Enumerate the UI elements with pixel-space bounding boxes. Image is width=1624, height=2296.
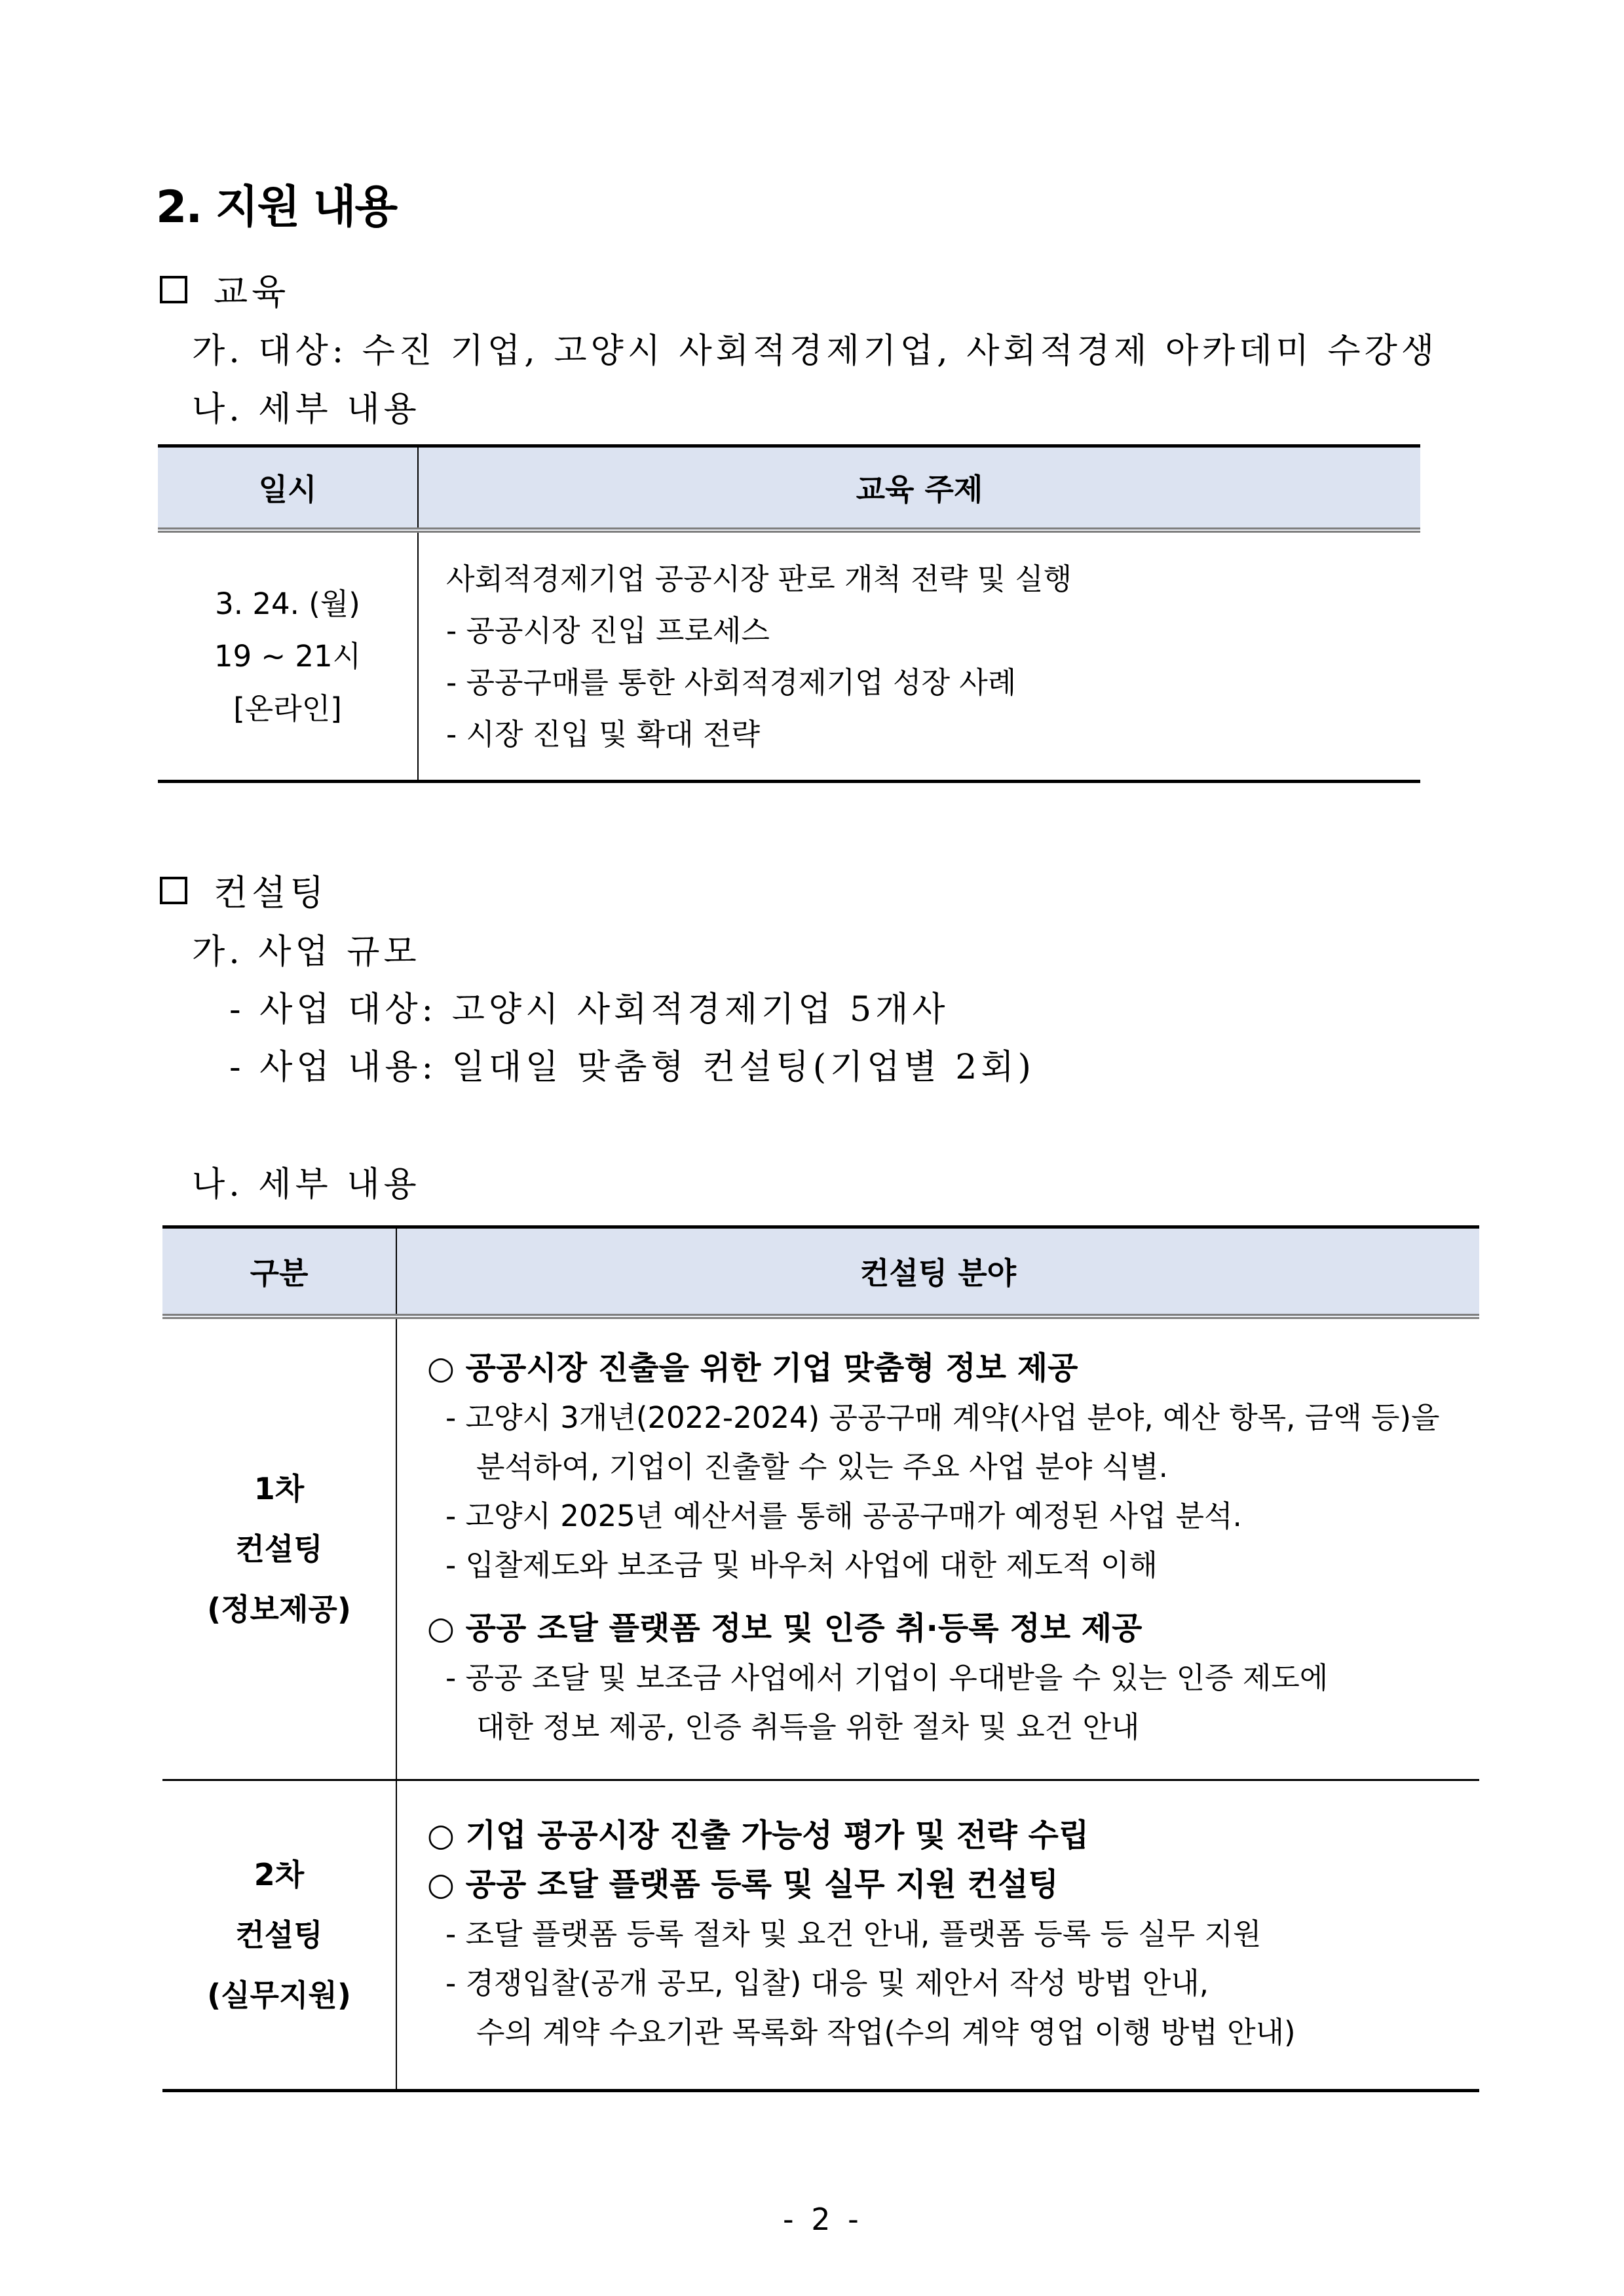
list-item: - 경쟁입찰(공개 공모, 입찰) 대응 및 제안서 작성 방법 안내, <box>445 1965 1209 2000</box>
round1-block2-title: ○ 공공 조달 플랫폼 정보 및 인증 취·등록 정보 제공 <box>427 1610 1142 1647</box>
list-item: - 공공구매를 통한 사회적경제기업 성장 사례 <box>446 664 1017 700</box>
round2-title-1: ○ 기업 공공시장 진출 가능성 평가 및 전략 수립 <box>427 1816 1089 1854</box>
education-date: 3. 24. (월) <box>215 586 360 621</box>
list-item: - 고양시 3개년(2022-2024) 공공구매 계약(사업 분야, 예산 항목, 금액 등)을 <box>445 1400 1440 1435</box>
round1-label-cell <box>162 1316 396 1780</box>
consulting-scale-target: - 사업 대상: 고양시 사회적경제기업 5개사 <box>229 990 949 1029</box>
round1-label: 1차 <box>254 1471 305 1506</box>
header-consulting-field: 컨설팅 분야 <box>396 1227 1479 1317</box>
round2-label: 2차 <box>254 1857 305 1892</box>
checkbox-square-icon <box>160 877 187 904</box>
section-consulting-heading <box>160 865 328 915</box>
round2-label-cell <box>162 1780 396 2091</box>
education-time: 19 ~ 21시 <box>214 638 362 674</box>
list-item: 분석하여, 기업이 진출할 수 있는 주요 사업 분야 식별. <box>476 1449 1168 1484</box>
list-item: - 시장 진입 및 확대 전략 <box>446 716 760 752</box>
round2-label-type: 컨설팅 <box>235 1917 323 1953</box>
education-date-cell <box>158 530 418 782</box>
list-item: - 공공 조달 및 보조금 사업에서 기업이 우대받을 수 있는 인증 제도에 <box>445 1660 1329 1695</box>
round1-content-cell <box>396 1316 1479 1780</box>
header-topic: 교육 주제 <box>418 446 1420 531</box>
education-table <box>158 444 1420 783</box>
round1-label-type: 컨설팅 <box>235 1531 323 1567</box>
header-category: 구분 <box>162 1227 396 1317</box>
education-detail-label: 나. 세부 내용 <box>192 390 421 429</box>
consulting-table <box>162 1225 1479 2092</box>
checkbox-square-icon <box>160 276 187 303</box>
education-topic-cell <box>418 530 1420 782</box>
list-item: - 조달 플랫폼 등록 절차 및 요건 안내, 플랫폼 등록 등 실무 지원 <box>445 1916 1262 1951</box>
education-mode: [온라인] <box>233 691 342 726</box>
list-item: 대한 정보 제공, 인증 취득을 위한 절차 및 요건 안내 <box>476 1710 1140 1744</box>
consulting-scale-content: - 사업 내용: 일대일 맞춤형 컨설팅(기업별 2회) <box>229 1048 1035 1087</box>
list-item: - 고양시 2025년 예산서를 통해 공공구매가 예정된 사업 분석. <box>445 1499 1242 1533</box>
page-number: - 2 - <box>783 2202 863 2237</box>
education-heading-text: 교육 <box>214 271 290 313</box>
consulting-detail-label: 나. 세부 내용 <box>192 1165 421 1204</box>
education-topic-title: 사회적경제기업 공공시장 판로 개척 전략 및 실행 <box>446 561 1072 596</box>
list-item: - 공공시장 진입 프로세스 <box>446 613 770 648</box>
consulting-scale-label: 가. 사업 규모 <box>192 932 421 972</box>
section-education-heading <box>160 264 290 315</box>
round2-content-cell <box>396 1780 1479 2091</box>
round2-title-2: ○ 공공 조달 플랫폼 등록 및 실무 지원 컨설팅 <box>427 1866 1059 1903</box>
round1-label-note: (정보제공) <box>207 1592 351 1627</box>
education-target: 가. 대상: 수진 기업, 고양시 사회적경제기업, 사회적경제 아카데미 수강생 <box>192 332 1439 371</box>
round1-block1-title: ○ 공공시장 진출을 위한 기업 맞춤형 정보 제공 <box>427 1350 1078 1387</box>
list-item: - 입찰제도와 보조금 및 바우처 사업에 대한 제도적 이해 <box>445 1548 1158 1582</box>
consulting-heading-text: 컨설팅 <box>214 872 328 913</box>
page-title: 2. 지원 내용 <box>156 182 397 233</box>
list-item: 수의 계약 수요기관 목록화 작업(수의 계약 영업 이행 방법 안내) <box>476 2014 1296 2050</box>
header-date: 일시 <box>158 446 418 531</box>
round2-label-note: (실무지원) <box>207 1978 351 2013</box>
